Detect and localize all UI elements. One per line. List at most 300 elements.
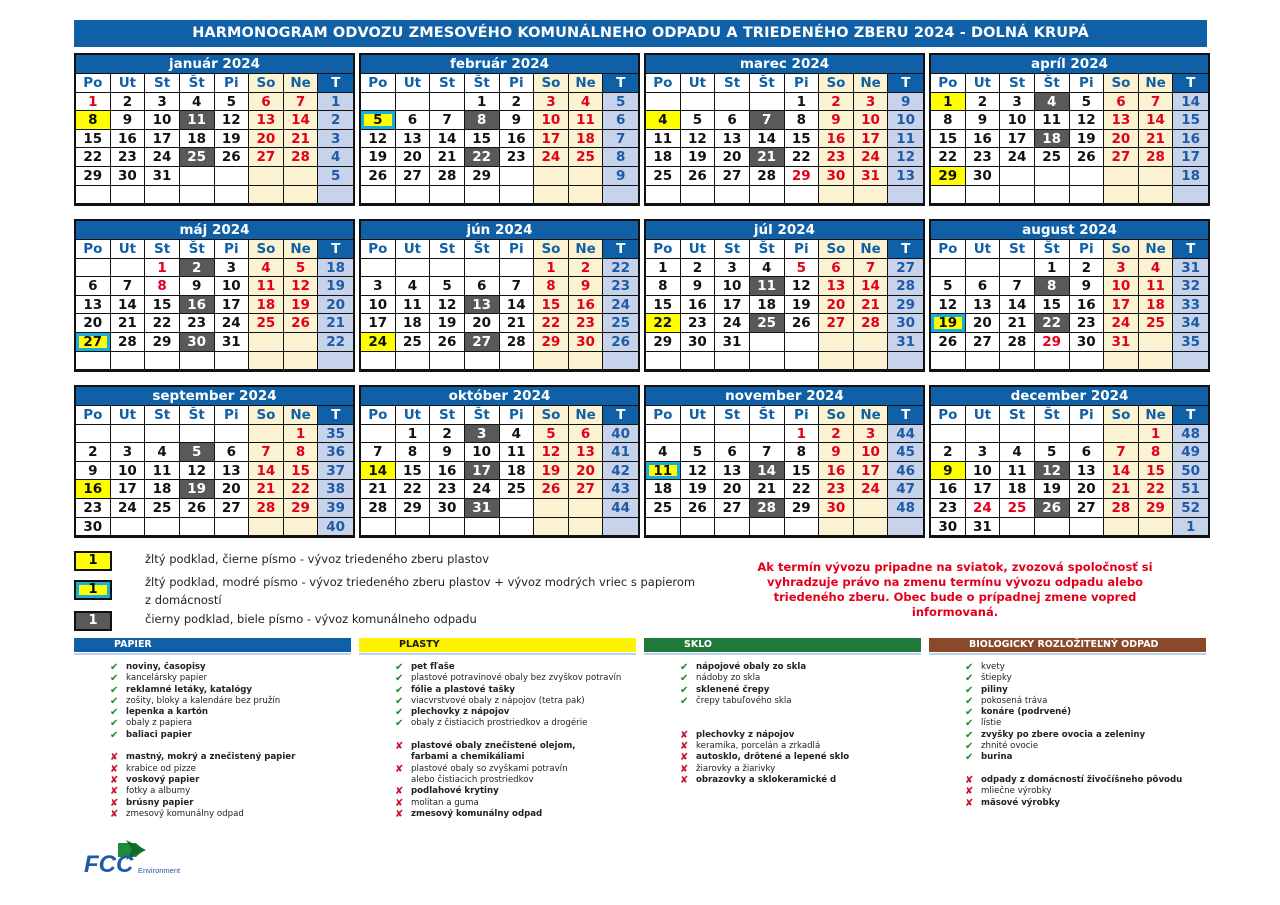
day-cell: 16 — [569, 296, 604, 315]
week-number: 25 — [603, 314, 638, 333]
check-icon: ✔ — [965, 752, 974, 764]
cross-icon: ✘ — [395, 763, 404, 775]
month-calendar — [929, 219, 1210, 372]
day-cell: 11 — [145, 462, 180, 481]
day-cell: 4 — [1139, 259, 1174, 278]
week-number — [1173, 186, 1208, 205]
day-cell — [215, 352, 250, 371]
day-cell: 6 — [966, 277, 1001, 296]
day-cell: 6 — [465, 277, 500, 296]
week-number: 39 — [318, 499, 353, 518]
month-calendar — [644, 53, 925, 206]
day-cell: 17 — [966, 480, 1001, 499]
weekday-header: St — [430, 240, 465, 259]
day-cell: 22 — [76, 148, 111, 167]
day-cell: 19 — [215, 130, 250, 149]
day-cell: 29 — [396, 499, 431, 518]
day-cell: 17 — [1000, 130, 1035, 149]
day-cell: 22 — [785, 480, 820, 499]
weekday-header: Ne — [569, 240, 604, 259]
day-cell: 30 — [111, 167, 146, 186]
day-cell: 1 — [534, 259, 569, 278]
item-label: odpady z domácností živočíšneho pôvodu — [981, 774, 1183, 785]
week-number — [603, 186, 638, 205]
day-cell — [284, 352, 319, 371]
day-cell — [1070, 518, 1105, 537]
week-number: 45 — [888, 443, 923, 462]
day-cell: 5 — [215, 93, 250, 112]
item-label: nápojové obaly zo skla — [696, 662, 807, 672]
weekday-header: Ut — [396, 240, 431, 259]
item-label: podlahové krytiny — [411, 786, 499, 797]
day-cell — [715, 93, 750, 112]
accepted-item — [74, 662, 351, 673]
week-number: 38 — [318, 480, 353, 499]
accepted-item — [359, 685, 636, 696]
day-cell: 6 — [715, 443, 750, 462]
day-cell: 28 — [1104, 499, 1139, 518]
day-cell: 4 — [396, 277, 431, 296]
holiday-notice: Ak termín vývozu pripadne na sviatok, zvozová spoločnosť si vyhradzuje právo na zmenu termínu vývozu odpadu alebo triedeného zberu. Obec bude o prípadnej zmene vopred informovaná. — [757, 560, 1153, 619]
accepted-item — [359, 662, 636, 673]
day-cell — [854, 186, 889, 205]
day-cell: 31 — [215, 333, 250, 352]
day-cell: 19 — [430, 314, 465, 333]
category-divider — [644, 653, 921, 655]
category-header: BIOLOGICKY ROZLOŽITEĽNÝ ODPAD — [929, 638, 1206, 652]
day-cell: 16 — [931, 480, 966, 499]
accepted-item — [74, 685, 351, 696]
item-label: zhnité ovocie — [981, 741, 1039, 752]
check-icon: ✔ — [680, 673, 689, 685]
check-icon: ✔ — [110, 729, 119, 741]
accepted-item — [644, 696, 921, 707]
day-cell: 29 — [534, 333, 569, 352]
accepted-item — [74, 730, 351, 741]
day-cell — [500, 259, 535, 278]
day-cell: 18 — [396, 314, 431, 333]
day-cell: 13 — [819, 277, 854, 296]
rejected-item — [929, 786, 1206, 797]
weekday-header: Ut — [966, 240, 1001, 259]
day-cell: 4 — [750, 259, 785, 278]
day-cell: 15 — [145, 296, 180, 315]
rejected-item — [359, 798, 636, 809]
item-label: alebo čistiacich prostriedkov — [411, 774, 534, 785]
weekday-header: St — [145, 240, 180, 259]
day-cell: 22 — [931, 148, 966, 167]
weekday-header: Ut — [111, 240, 146, 259]
rejected-item — [359, 764, 636, 775]
month-title: september 2024 — [76, 387, 353, 406]
day-cell: 13 — [215, 462, 250, 481]
day-cell: 11 — [646, 130, 681, 149]
month-title: november 2024 — [646, 387, 923, 406]
day-cell: 23 — [180, 314, 215, 333]
day-cell: 21 — [1139, 130, 1174, 149]
day-cell: 21 — [750, 148, 785, 167]
weekday-header: So — [1104, 240, 1139, 259]
weekday-header: St — [1000, 406, 1035, 425]
day-cell: 1 — [396, 425, 431, 444]
rejected-item — [359, 809, 636, 820]
accepted-item — [644, 685, 921, 696]
day-cell — [569, 518, 604, 537]
day-cell — [715, 425, 750, 444]
day-cell: 4 — [1035, 93, 1070, 112]
day-cell: 17 — [1104, 296, 1139, 315]
day-cell: 28 — [1139, 148, 1174, 167]
day-cell: 19 — [681, 480, 716, 499]
day-cell: 7 — [1104, 443, 1139, 462]
day-cell — [180, 425, 215, 444]
day-cell — [500, 518, 535, 537]
day-cell: 27 — [819, 314, 854, 333]
week-number: 36 — [318, 443, 353, 462]
day-cell: 23 — [76, 499, 111, 518]
rejected-item — [359, 786, 636, 797]
day-cell — [284, 167, 319, 186]
week-number: 21 — [318, 314, 353, 333]
day-cell — [396, 352, 431, 371]
weekday-header: So — [819, 406, 854, 425]
day-cell — [1070, 352, 1105, 371]
day-cell — [534, 167, 569, 186]
day-cell — [465, 518, 500, 537]
day-cell: 2 — [819, 93, 854, 112]
day-cell: 7 — [430, 111, 465, 130]
day-cell: 26 — [681, 167, 716, 186]
month-calendar — [359, 219, 640, 372]
day-cell: 3 — [215, 259, 250, 278]
week-number: 2 — [318, 111, 353, 130]
day-cell: 2 — [500, 93, 535, 112]
weekday-header: Št — [1035, 74, 1070, 93]
day-cell: 28 — [284, 148, 319, 167]
weekday-header: T — [603, 240, 638, 259]
day-cell: 19 — [534, 462, 569, 481]
item-label: mäsové výrobky — [981, 797, 1061, 808]
check-icon: ✔ — [110, 707, 119, 719]
day-cell: 12 — [931, 296, 966, 315]
day-cell: 30 — [569, 333, 604, 352]
day-cell: 24 — [215, 314, 250, 333]
day-cell — [249, 167, 284, 186]
weekday-header: Ne — [854, 406, 889, 425]
day-cell: 10 — [715, 277, 750, 296]
check-icon: ✔ — [965, 718, 974, 730]
weekday-header: Pi — [1070, 74, 1105, 93]
weekday-header: St — [715, 406, 750, 425]
week-number: 15 — [1173, 111, 1208, 130]
day-cell: 13 — [396, 130, 431, 149]
day-cell: 9 — [966, 111, 1001, 130]
day-cell: 29 — [1035, 333, 1070, 352]
day-cell: 15 — [465, 130, 500, 149]
week-number: 12 — [888, 148, 923, 167]
day-cell: 16 — [500, 130, 535, 149]
accepted-item — [74, 707, 351, 718]
accepted-item — [929, 752, 1206, 763]
week-number: 32 — [1173, 277, 1208, 296]
day-cell: 9 — [819, 443, 854, 462]
day-cell: 11 — [1035, 111, 1070, 130]
month-title: december 2024 — [931, 387, 1208, 406]
day-cell — [430, 518, 465, 537]
day-cell — [76, 352, 111, 371]
day-cell: 8 — [785, 111, 820, 130]
item-label: fólie a plastové tašky — [411, 684, 515, 695]
day-cell — [715, 518, 750, 537]
day-cell — [569, 186, 604, 205]
day-cell: 9 — [569, 277, 604, 296]
day-cell: 7 — [500, 277, 535, 296]
day-cell: 21 — [249, 480, 284, 499]
day-cell: 19 — [180, 480, 215, 499]
day-cell — [785, 518, 820, 537]
day-cell: 8 — [931, 111, 966, 130]
day-cell: 23 — [430, 480, 465, 499]
week-number — [888, 186, 923, 205]
day-cell: 11 — [249, 277, 284, 296]
rejected-item — [74, 809, 351, 820]
day-cell: 1 — [646, 259, 681, 278]
week-number: 43 — [603, 480, 638, 499]
day-cell — [785, 186, 820, 205]
day-cell — [361, 518, 396, 537]
day-cell: 26 — [361, 167, 396, 186]
day-cell — [750, 518, 785, 537]
day-cell: 10 — [145, 111, 180, 130]
accepted-item — [929, 718, 1206, 729]
day-cell: 8 — [396, 443, 431, 462]
day-cell — [1035, 425, 1070, 444]
weekday-header: T — [603, 74, 638, 93]
month-title: apríl 2024 — [931, 55, 1208, 74]
cross-icon: ✘ — [395, 808, 404, 820]
weekday-header: T — [1173, 240, 1208, 259]
day-cell: 22 — [396, 480, 431, 499]
item-label: plastové obaly so zvyškami potravín — [411, 763, 568, 774]
weekday-header: Št — [750, 406, 785, 425]
day-cell — [569, 352, 604, 371]
week-number: 40 — [318, 518, 353, 537]
day-cell: 20 — [966, 314, 1001, 333]
day-cell: 5 — [681, 111, 716, 130]
day-cell: 14 — [750, 130, 785, 149]
week-number: 28 — [888, 277, 923, 296]
day-cell: 5 — [681, 443, 716, 462]
day-cell: 20 — [249, 130, 284, 149]
check-icon: ✔ — [965, 673, 974, 685]
day-cell: 11 — [750, 277, 785, 296]
week-number: 22 — [318, 333, 353, 352]
check-icon: ✔ — [110, 673, 119, 685]
day-cell — [396, 518, 431, 537]
day-cell: 8 — [1139, 443, 1174, 462]
day-cell: 23 — [111, 148, 146, 167]
day-cell: 5 — [361, 111, 396, 130]
day-cell: 28 — [854, 314, 889, 333]
weekday-header: Št — [180, 240, 215, 259]
item-label: farbami a chemikáliami — [411, 752, 525, 763]
week-number: 37 — [318, 462, 353, 481]
day-cell: 3 — [111, 443, 146, 462]
day-cell: 13 — [569, 443, 604, 462]
day-cell: 4 — [569, 93, 604, 112]
day-cell: 7 — [750, 111, 785, 130]
day-cell: 22 — [284, 480, 319, 499]
day-cell: 5 — [1035, 443, 1070, 462]
month-title: február 2024 — [361, 55, 638, 74]
day-cell: 12 — [430, 296, 465, 315]
day-cell: 29 — [145, 333, 180, 352]
day-cell — [681, 352, 716, 371]
weekday-header: Št — [465, 240, 500, 259]
day-cell — [646, 425, 681, 444]
day-cell — [966, 186, 1001, 205]
day-cell: 13 — [715, 462, 750, 481]
weekday-header: Ne — [569, 406, 604, 425]
item-label: baliaci papier — [126, 729, 192, 740]
item-label: fotky a albumy — [126, 786, 191, 797]
day-cell: 23 — [500, 148, 535, 167]
day-cell: 7 — [1139, 93, 1174, 112]
week-number: 9 — [603, 167, 638, 186]
week-number: 47 — [888, 480, 923, 499]
day-cell: 22 — [1139, 480, 1174, 499]
day-cell: 15 — [785, 130, 820, 149]
day-cell: 2 — [111, 93, 146, 112]
day-cell: 6 — [76, 277, 111, 296]
day-cell: 17 — [361, 314, 396, 333]
weekday-header: Ut — [681, 74, 716, 93]
weekday-header: Pi — [215, 74, 250, 93]
day-cell — [249, 333, 284, 352]
day-cell: 25 — [1000, 499, 1035, 518]
day-cell: 26 — [180, 499, 215, 518]
weekday-header: St — [715, 240, 750, 259]
week-number: 10 — [888, 111, 923, 130]
day-cell — [396, 93, 431, 112]
weekday-header: T — [318, 74, 353, 93]
day-cell: 29 — [646, 333, 681, 352]
day-cell: 12 — [1035, 462, 1070, 481]
weekday-header: So — [249, 74, 284, 93]
item-label: štiepky — [981, 673, 1012, 684]
week-number: 20 — [318, 296, 353, 315]
item-label: lístie — [981, 718, 1002, 729]
day-cell — [750, 93, 785, 112]
day-cell: 12 — [681, 130, 716, 149]
day-cell: 25 — [750, 314, 785, 333]
item-label: noviny, časopisy — [126, 662, 206, 672]
day-cell — [249, 518, 284, 537]
day-cell: 15 — [1139, 462, 1174, 481]
week-number — [888, 518, 923, 537]
item-label: obaly z papiera — [126, 718, 193, 729]
day-cell: 5 — [785, 259, 820, 278]
week-number: 48 — [1173, 425, 1208, 444]
day-cell: 25 — [500, 480, 535, 499]
weekday-header: Pi — [500, 406, 535, 425]
day-cell — [1035, 518, 1070, 537]
day-cell: 9 — [819, 111, 854, 130]
day-cell: 29 — [284, 499, 319, 518]
weekday-header: Pi — [215, 406, 250, 425]
check-icon: ✔ — [110, 662, 119, 673]
day-cell: 24 — [145, 148, 180, 167]
day-cell: 28 — [249, 499, 284, 518]
cross-icon: ✘ — [110, 774, 119, 786]
category-divider — [929, 653, 1206, 655]
week-number: 31 — [1173, 259, 1208, 278]
weekday-header: Ne — [854, 240, 889, 259]
item-label: konáre (podrvené) — [981, 707, 1072, 718]
day-cell: 31 — [715, 333, 750, 352]
item-label: mliečne výrobky — [981, 786, 1052, 797]
day-cell: 20 — [1104, 130, 1139, 149]
week-number — [318, 186, 353, 205]
day-cell — [284, 186, 319, 205]
day-cell: 16 — [819, 462, 854, 481]
week-number: 35 — [318, 425, 353, 444]
day-cell — [361, 352, 396, 371]
day-cell — [750, 352, 785, 371]
day-cell: 15 — [284, 462, 319, 481]
day-cell: 22 — [145, 314, 180, 333]
item-label: plechovky z nápojov — [411, 707, 510, 718]
day-cell — [396, 186, 431, 205]
weekday-header: So — [249, 240, 284, 259]
day-cell: 26 — [1070, 148, 1105, 167]
item-label: lepenka a kartón — [126, 707, 209, 718]
day-cell: 11 — [180, 111, 215, 130]
day-cell — [534, 352, 569, 371]
day-cell: 10 — [534, 111, 569, 130]
day-cell: 1 — [465, 93, 500, 112]
day-cell: 14 — [500, 296, 535, 315]
day-cell: 24 — [1000, 148, 1035, 167]
day-cell — [500, 167, 535, 186]
weekday-header: Pi — [500, 74, 535, 93]
day-cell: 4 — [180, 93, 215, 112]
day-cell — [284, 518, 319, 537]
weekday-header: So — [1104, 406, 1139, 425]
day-cell: 24 — [854, 148, 889, 167]
day-cell — [819, 333, 854, 352]
day-cell: 1 — [785, 93, 820, 112]
day-cell: 22 — [785, 148, 820, 167]
check-icon: ✔ — [965, 707, 974, 719]
check-icon: ✔ — [110, 684, 119, 696]
week-number: 27 — [888, 259, 923, 278]
weekday-header: So — [819, 240, 854, 259]
day-cell: 6 — [819, 259, 854, 278]
rejected-item — [929, 775, 1206, 786]
day-cell: 12 — [180, 462, 215, 481]
day-cell — [180, 186, 215, 205]
day-cell: 1 — [931, 93, 966, 112]
legend-sample-plastic: 1 — [74, 551, 112, 571]
category-column — [644, 638, 921, 786]
week-number: 50 — [1173, 462, 1208, 481]
day-cell — [931, 259, 966, 278]
day-cell: 29 — [76, 167, 111, 186]
day-cell — [361, 93, 396, 112]
check-icon: ✔ — [395, 684, 404, 696]
day-cell: 24 — [854, 480, 889, 499]
